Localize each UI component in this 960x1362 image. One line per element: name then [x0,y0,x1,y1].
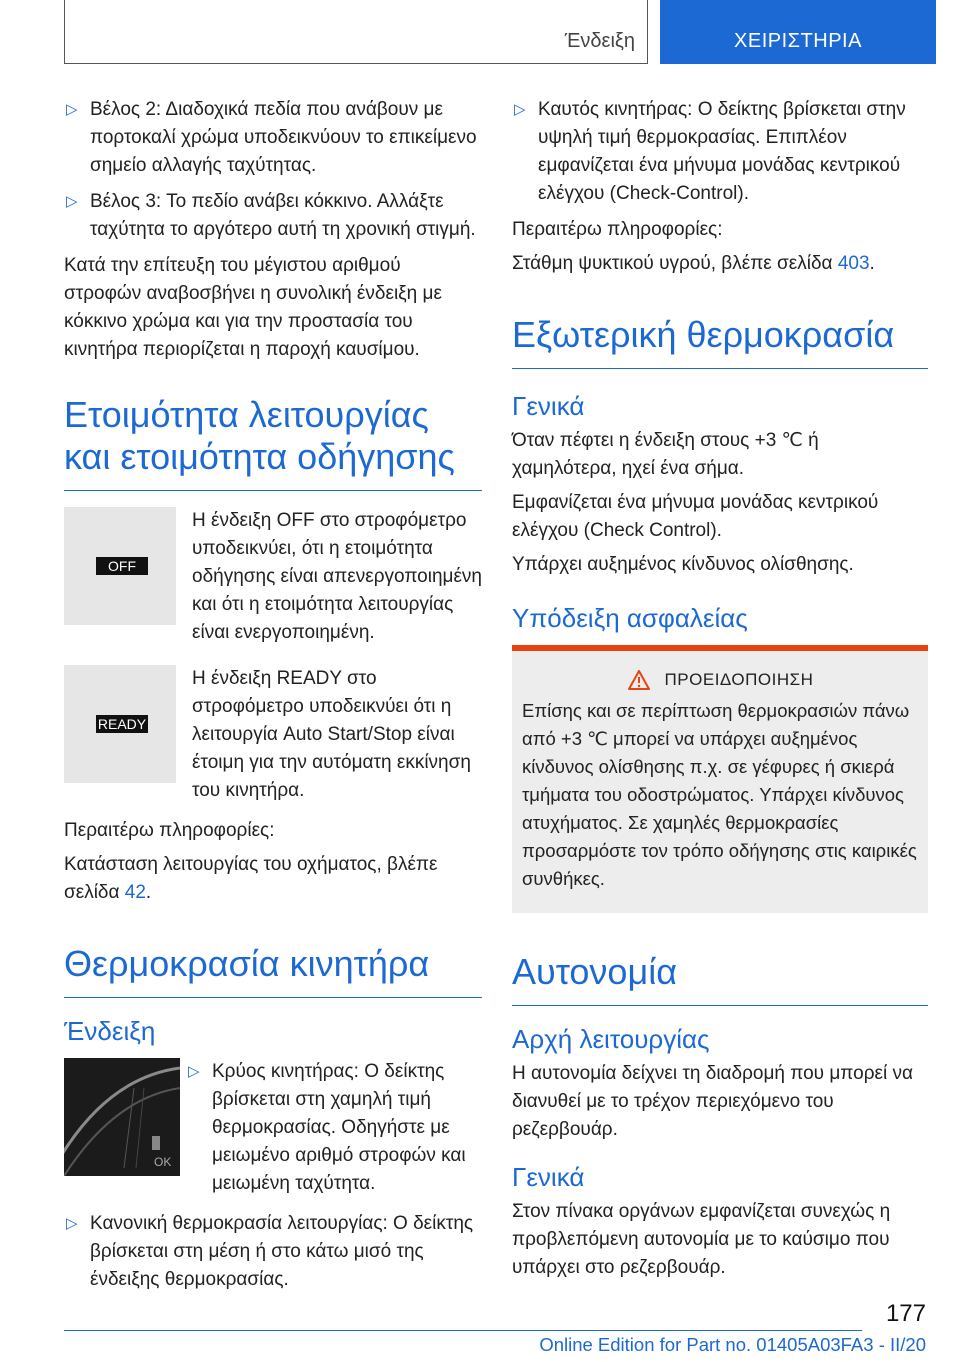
right-column [512,96,928,1288]
bullet-arrow-3: ▷ Βέλος 3: Το πεδίο ανάβει κόκκινο. Αλλάξτε ταχύτητα το αργότερο αυτή τη χρονική στιγμή. [64,188,482,244]
triangle-bullet-icon: ▷ [66,101,78,118]
warning-triangle-icon [627,669,651,691]
footer-divider [64,1330,862,1331]
page-number: 177 [885,1300,926,1327]
bullet-arrow-2: ▷ Βέλος 2: Διαδοχικά πεδία που ανάβουν με πορτοκαλί χρώμα υποδεικνύουν το επικείμενο σημείο αλλαγής ταχύτητας. [64,96,482,180]
footer-edition: Online Edition for Part no. 01405A03FA3 - II/20 [539,1334,926,1355]
range-paragraph-2: Στον πίνακα οργάνων εμφανίζεται συνεχώς η προβλεπόμενη αυτονομία με το καύσιμο που υπάρχει στο ρεζερβουάρ. [512,1201,891,1278]
coolant-reference: Στάθμη ψυκτικού υγρού, βλέπε σελίδα 403. [512,253,875,274]
bullet-hot-engine: ▷ Καυτός κινητήρας: Ο δείκτης βρίσκεται στην υψηλή τιμή θερμοκρασίας. Επιπλέον εμφανίζεται ένα μήνυμα μονάδας κεντρικού ελέγχου (Check-Control). [512,96,928,208]
section-title-engine-temp: Θερμοκρασία κινητήρα [64,943,482,998]
triangle-bullet-icon: ▷ [514,101,526,118]
page-link-42[interactable]: 42 [124,882,146,903]
warning-title: ΠΡΟΕΙΔΟΠΟΙΗΣΗ [664,670,814,689]
section-title-outside-temp: Εξωτερική θερμοκρασία [512,314,928,369]
temp-paragraph-1: Όταν πέφτει η ένδειξη στους +3 ℃ ή χαμηλότερα, ηχεί ένα σήμα. [512,430,819,479]
warning-header [522,669,918,691]
bullet-normal-temp: ▷ Κανονική θερμοκρασία λειτουργίας: Ο δείκτης βρίσκεται στη μέση ή στο κάτω μισό της ένδειξης θερμοκρασίας. [64,1210,482,1294]
temp-paragraph-3: Υπάρχει αυξημένος κίνδυνος ολίσθησης. [512,554,854,575]
off-indicator-image [64,507,176,625]
triangle-bullet-icon: ▷ [66,1215,78,1232]
triangle-bullet-icon: ▷ [66,193,78,210]
subtitle-principle: Αρχή λειτουργίας [512,1024,710,1054]
gauge-ok-label: OK [154,1155,172,1169]
temperature-gauge-image [64,1058,180,1176]
section-title-range: Αυτονομία [512,951,928,1006]
header-chapter-tab [64,0,648,64]
gauge-icon [64,1058,180,1176]
off-indicator-text: Η ένδειξη OFF στο στροφόμετρο υποδεικνύει, ότι η ετοιμότητα οδήγησης είναι απενεργοποιημένη και ότι η ετοιμότητα λειτουργίας είναι ενεργοποιημένη. [192,510,483,643]
off-badge: OFF [96,557,148,575]
warning-box [512,645,928,913]
more-info-label: Περαιτέρω πληροφορίες: [512,219,723,240]
more-info-label: Περαιτέρω πληροφορίες: [64,820,275,841]
off-indicator-row [64,507,482,647]
header-chapter-title: Ένδειξη [564,30,635,52]
bullet-cold-engine: ▷ Κρύος κινητήρας: Ο δείκτης βρίσκεται στη χαμηλή τιμή θερμοκρασίας. Οδηγήστε με μειωμένο αριθμό στροφών και μειωμένη ταχύτητα. [186,1058,482,1198]
ready-badge: READY [97,716,147,732]
max-rpm-paragraph: Κατά την επίτευξη του μέγιστου αριθμού στροφών αναβοσβήνει η συνολική ένδειξη με κόκκινο χρώμα και για την προστασία του κινητήρα περιορίζεται η παροχή καυσίμου. [64,255,442,360]
vehicle-state-reference: Κατάσταση λειτουργίας του οχήματος, βλέπε σελίδα 42. [64,854,438,903]
ready-indicator-row [64,665,482,805]
subtitle-general-2: Γενικά [512,1162,585,1192]
warning-text: Επίσης και σε περίπτωση θερμοκρασιών πάνω από +3 ℃ μπορεί να υπάρχει αυξημένος κίνδυνος ολίσθησης π.χ. σε γέφυρες ή σκιερά τμήματα του οδοστρώματος. Υπάρχει κίνδυνος ατυχήματος. Σε χαμηλές θερμοκρασίες προσαρμόστε τον τρόπο οδήγησης στις καιρικές συνθήκες. [522,700,917,889]
temp-gauge-row [64,1058,482,1206]
ready-indicator-text: Η ένδειξη READY στο στροφόμετρο υποδεικνύει ότι η λειτουργία Auto Start/Stop είναι έτοιμη για την αυτόματη εκκίνηση του κινητήρα. [192,668,471,801]
left-column [64,96,482,1302]
header-section-title: ΧΕΙΡΙΣΤΗΡΙΑ [734,30,862,52]
ready-indicator-image [64,665,176,783]
range-paragraph-1: Η αυτονομία δείχνει τη διαδρομή που μπορεί να διανυθεί με το τρέχον περιεχόμενο του ρεζερβουάρ. [512,1063,913,1140]
section-title-readiness: Ετοιμότητα λειτουργίας και ετοιμότητα οδήγησης [64,394,482,491]
triangle-bullet-icon: ▷ [188,1063,200,1080]
temp-paragraph-2: Εμφανίζεται ένα μήνυμα μονάδας κεντρικού ελέγχου (Check Control). [512,492,879,541]
subtitle-indicator: Ένδειξη [64,1016,156,1046]
subtitle-safety: Υπόδειξη ασφαλείας [512,603,748,633]
header-section-tab[interactable] [660,0,936,64]
page-link-403[interactable]: 403 [837,253,870,274]
subtitle-general: Γενικά [512,391,585,421]
